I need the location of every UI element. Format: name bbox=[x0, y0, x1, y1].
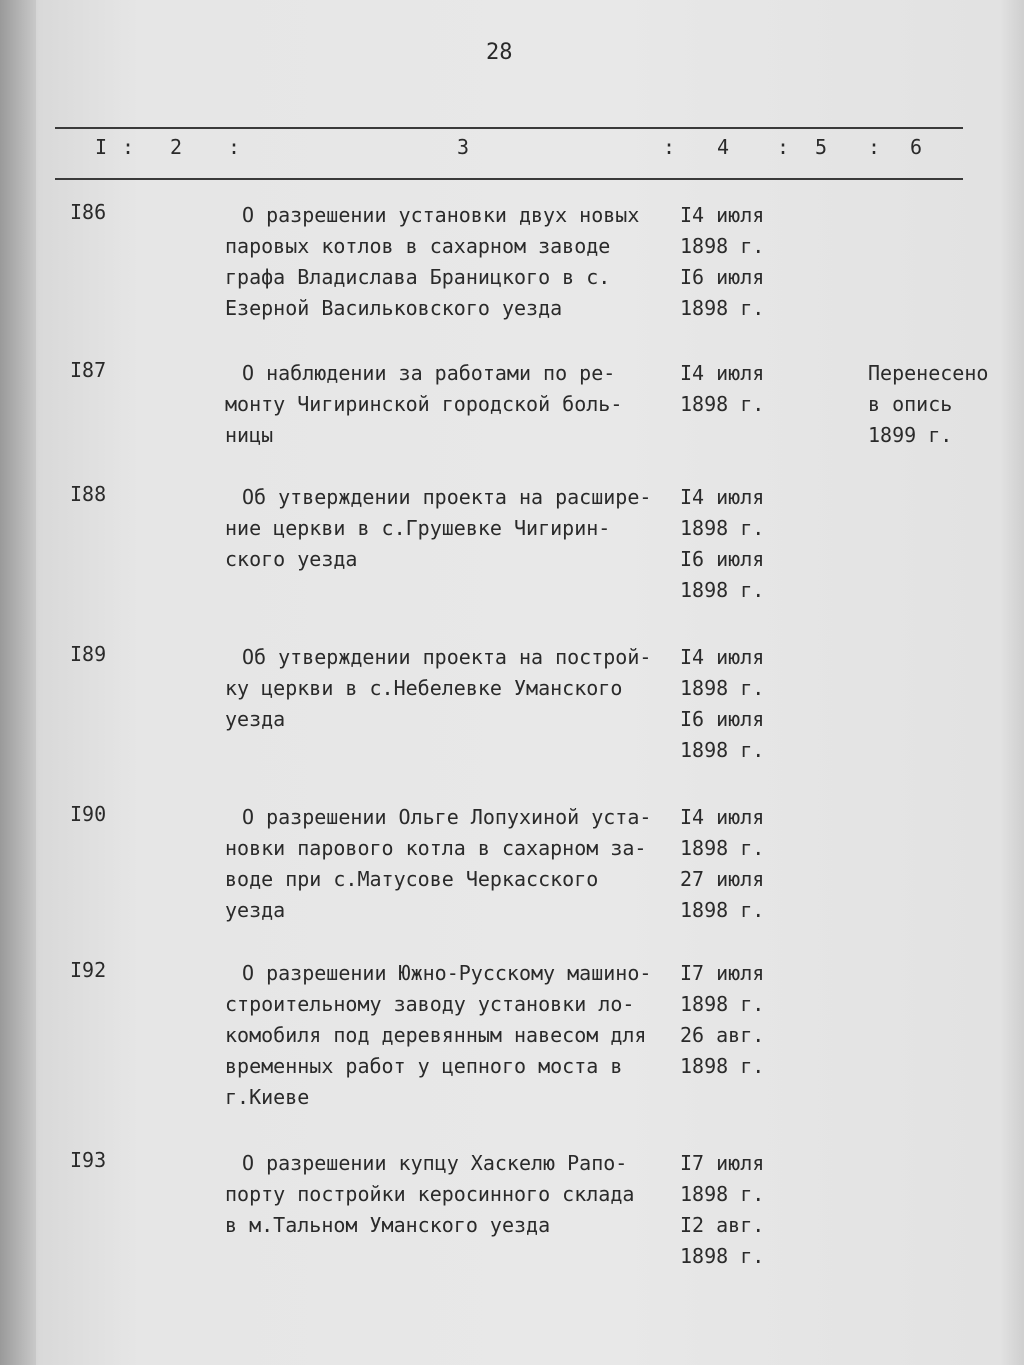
date-line: I6 июля bbox=[680, 547, 765, 571]
entry-note bbox=[868, 358, 988, 451]
description-line: г.Киеве bbox=[225, 1085, 310, 1109]
description-line: Езерной Васильковского уезда bbox=[225, 296, 563, 320]
entry-dates bbox=[680, 358, 764, 420]
date-line: 1898 г. bbox=[680, 676, 765, 700]
entry-description bbox=[225, 1148, 685, 1241]
date-line: 1898 г. bbox=[680, 898, 765, 922]
entry-number: I90 bbox=[70, 802, 107, 826]
description-line: в м.Тальном Уманского уезда bbox=[225, 1213, 551, 1237]
entry-dates bbox=[680, 958, 764, 1082]
description-line: О разрешении Ольге Лопухиной уста- bbox=[242, 805, 652, 829]
description-line: новки парового котла в сахарном за- bbox=[225, 836, 647, 860]
page-edge bbox=[0, 0, 36, 1365]
description-line: воде при с.Матусове Черкасского bbox=[225, 867, 599, 891]
entry-description bbox=[225, 802, 685, 926]
description-line: строительному заводу установки ло- bbox=[225, 992, 635, 1016]
entry-dates bbox=[680, 200, 764, 324]
page-number: 28 bbox=[486, 40, 513, 65]
date-line: I7 июля bbox=[680, 961, 765, 985]
entry-dates bbox=[680, 802, 764, 926]
date-line: I6 июля bbox=[680, 707, 765, 731]
date-line: I4 июля bbox=[680, 203, 765, 227]
description-line: монту Чигиринской городской боль- bbox=[225, 392, 623, 416]
col-separator: : bbox=[663, 135, 676, 159]
date-line: I4 июля bbox=[680, 485, 765, 509]
entry-description bbox=[225, 642, 685, 735]
description-line: ского уезда bbox=[225, 547, 358, 571]
col-3-header: 3 bbox=[457, 135, 470, 159]
entry-number: I89 bbox=[70, 642, 107, 666]
date-line: 1898 г. bbox=[680, 1054, 765, 1078]
col-2-header: 2 bbox=[170, 135, 183, 159]
entry-number: I92 bbox=[70, 958, 107, 982]
description-line: уезда bbox=[225, 707, 286, 731]
entry-number: I93 bbox=[70, 1148, 107, 1172]
description-line: О разрешении Южно-Русскому машино- bbox=[242, 961, 652, 985]
entry-dates bbox=[680, 482, 764, 606]
description-line: Об утверждении проекта на расшире- bbox=[242, 485, 652, 509]
header-top-rule bbox=[55, 127, 963, 129]
entry-description bbox=[225, 200, 685, 324]
col-6-header: 6 bbox=[910, 135, 923, 159]
col-1-header: I bbox=[95, 135, 108, 159]
description-line: временных работ у цепного моста в bbox=[225, 1054, 623, 1078]
col-separator: : bbox=[228, 135, 241, 159]
date-line: 1898 г. bbox=[680, 234, 765, 258]
entry-dates bbox=[680, 642, 764, 766]
description-line: комобиля под деревянным навесом для bbox=[225, 1023, 647, 1047]
description-line: ние церкви в с.Грушевке Чигирин- bbox=[225, 516, 611, 540]
description-line: уезда bbox=[225, 898, 286, 922]
col-separator: : bbox=[122, 135, 135, 159]
date-line: 1898 г. bbox=[680, 516, 765, 540]
date-line: I4 июля bbox=[680, 361, 765, 385]
description-line: паровых котлов в сахарном заводе bbox=[225, 234, 611, 258]
date-line: 1898 г. bbox=[680, 578, 765, 602]
entry-description bbox=[225, 358, 685, 451]
date-line: I2 авг. bbox=[680, 1213, 765, 1237]
date-line: I7 июля bbox=[680, 1151, 765, 1175]
date-line: 1898 г. bbox=[680, 392, 765, 416]
date-line: 1898 г. bbox=[680, 296, 765, 320]
note-line: Перенесено bbox=[868, 361, 989, 385]
description-line: ку церкви в с.Небелевке Уманского bbox=[225, 676, 623, 700]
col-4-header: 4 bbox=[717, 135, 730, 159]
description-line: О разрешении установки двух новых bbox=[242, 203, 640, 227]
description-line: О наблюдении за работами по ре- bbox=[242, 361, 616, 385]
col-separator: : bbox=[868, 135, 881, 159]
entry-number: I87 bbox=[70, 358, 107, 382]
date-line: I4 июля bbox=[680, 805, 765, 829]
date-line: 26 авг. bbox=[680, 1023, 765, 1047]
note-line: в опись bbox=[868, 392, 953, 416]
col-5-header: 5 bbox=[815, 135, 828, 159]
description-line: Об утверждении проекта на построй- bbox=[242, 645, 652, 669]
date-line: 1898 г. bbox=[680, 738, 765, 762]
header-bottom-rule bbox=[55, 178, 963, 180]
entry-dates bbox=[680, 1148, 764, 1272]
entry-number: I86 bbox=[70, 200, 107, 224]
date-line: 1898 г. bbox=[680, 1244, 765, 1268]
entry-description bbox=[225, 482, 685, 575]
date-line: 1898 г. bbox=[680, 836, 765, 860]
date-line: 1898 г. bbox=[680, 992, 765, 1016]
col-separator: : bbox=[777, 135, 790, 159]
date-line: 1898 г. bbox=[680, 1182, 765, 1206]
entry-number: I88 bbox=[70, 482, 107, 506]
date-line: I4 июля bbox=[680, 645, 765, 669]
note-line: 1899 г. bbox=[868, 423, 953, 447]
date-line: I6 июля bbox=[680, 265, 765, 289]
entry-description bbox=[225, 958, 685, 1113]
description-line: графа Владислава Браницкого в с. bbox=[225, 265, 611, 289]
description-line: порту постройки керосинного склада bbox=[225, 1182, 635, 1206]
description-line: О разрешении купцу Хаскелю Рапо- bbox=[242, 1151, 628, 1175]
date-line: 27 июля bbox=[680, 867, 765, 891]
description-line: ницы bbox=[225, 423, 274, 447]
